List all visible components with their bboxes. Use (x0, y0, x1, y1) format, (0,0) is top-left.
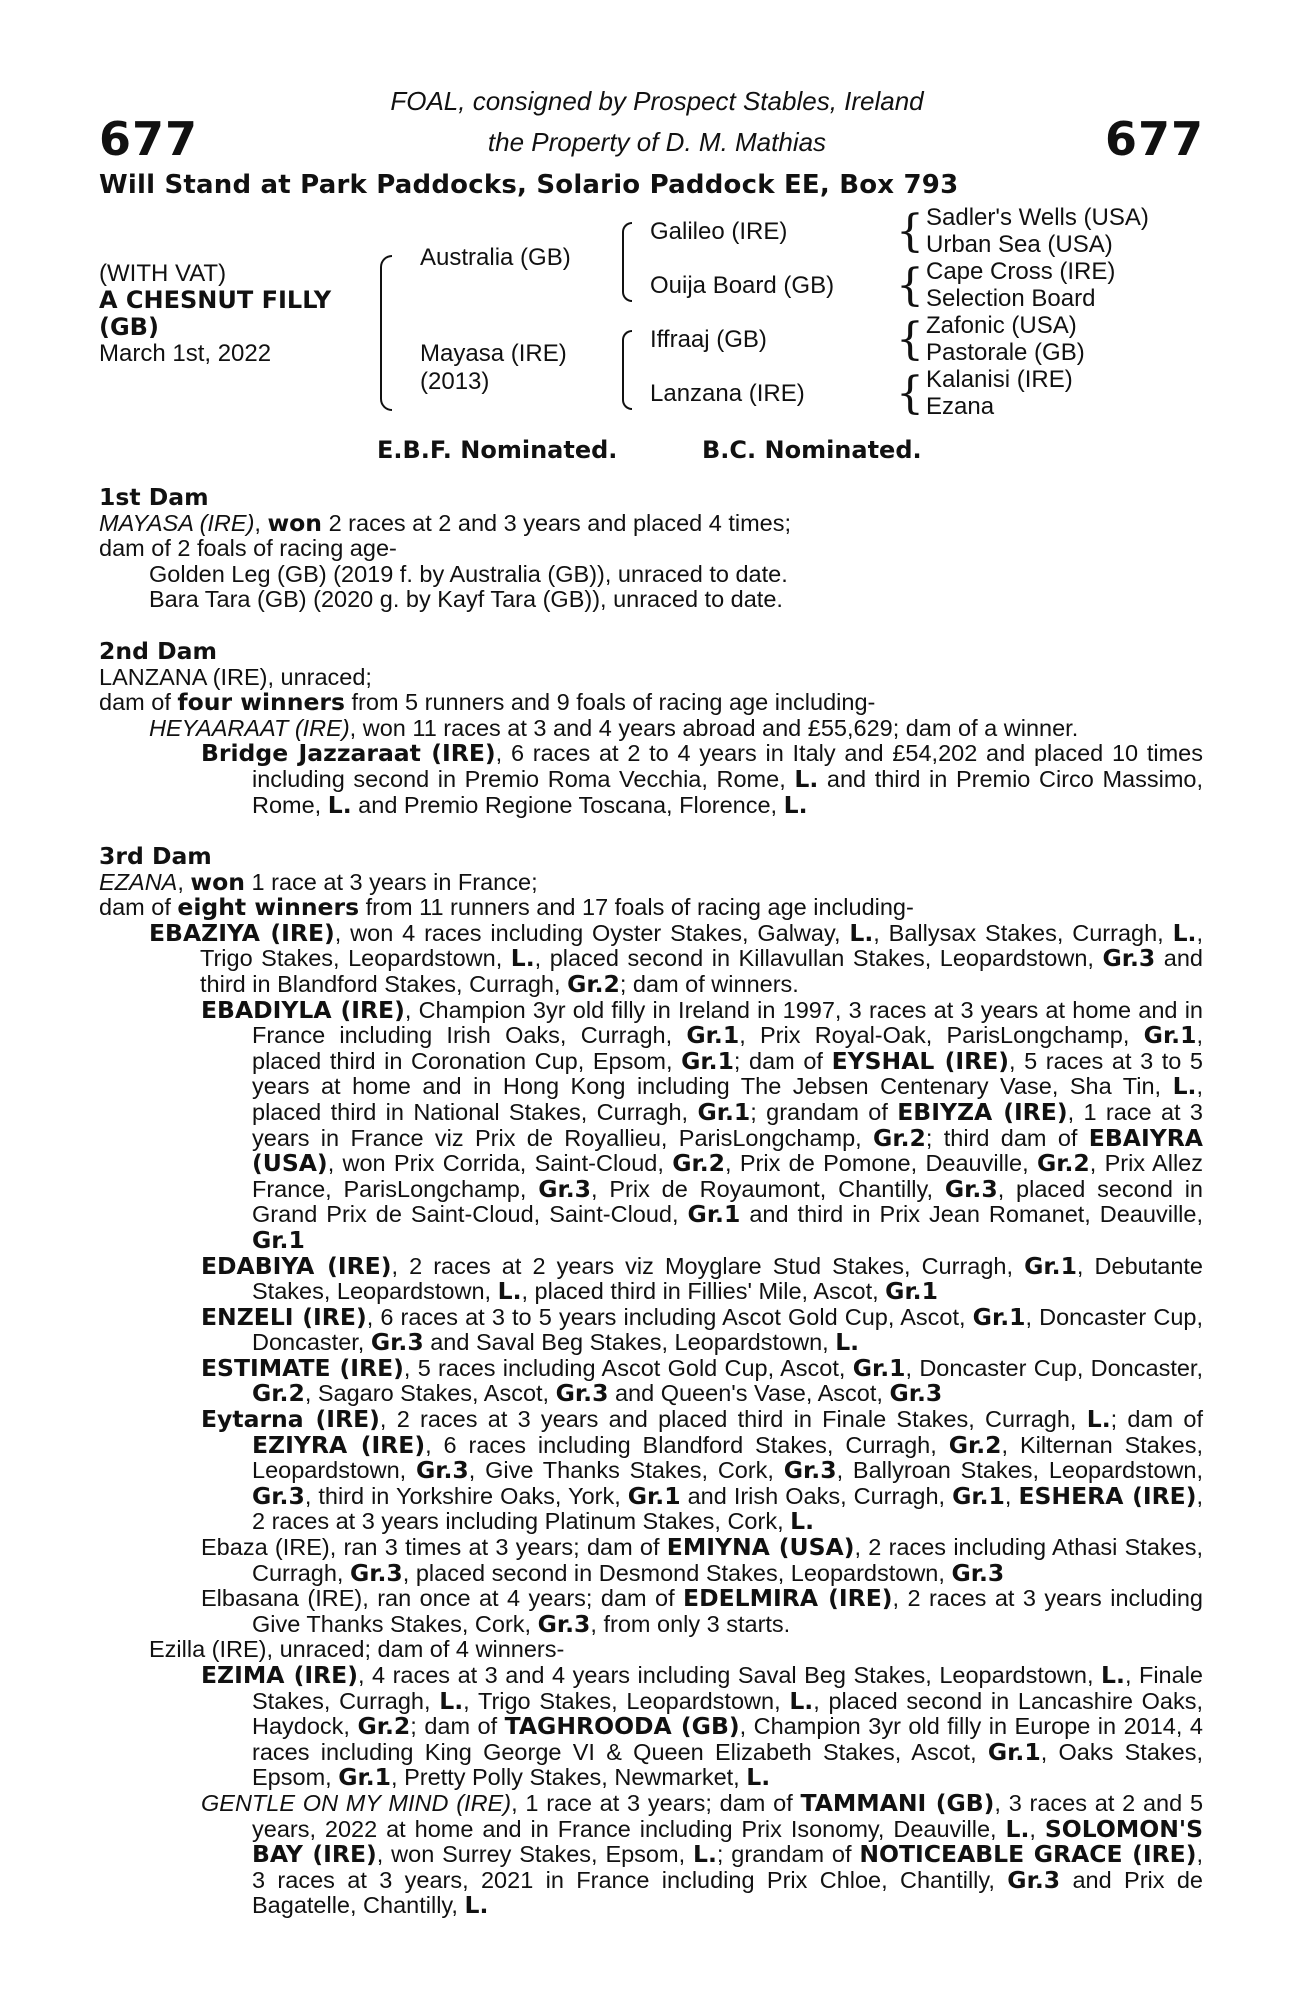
pedigree-brace-g2: { (896, 260, 924, 311)
stand-location: Will Stand at Park Paddocks, Solario Paddock EE, Box 793 (99, 170, 959, 200)
lot-number-right: 677 (1104, 112, 1204, 166)
dam-dam: Lanzana (IRE) (650, 380, 805, 407)
heyaaraat-entry: HEYAARAAT (IRE), won 11 races at 3 and 4 years abroad and £55,629; dam of a winner. (149, 714, 1079, 741)
property-line: the Property of D. M. Mathias (487, 127, 827, 157)
consignment-line: FOAL, consigned by Prospect Stables, Ireland (390, 86, 924, 116)
g3-4: Selection Board (926, 285, 1096, 312)
second-dam-heading: 2nd Dam (99, 637, 217, 665)
g3-3: Cape Cross (IRE) (926, 258, 1116, 285)
pedigree-brace-g1: { (896, 206, 924, 257)
g3-1: Sadler's Wells (USA) (926, 204, 1149, 231)
g3-5: Zafonic (USA) (926, 312, 1077, 339)
third-dam-section (99, 844, 1203, 1919)
sire: Australia (GB) (420, 244, 571, 271)
pedigree-brace-main (380, 255, 392, 411)
third-dam-line: EZANA, won 1 race at 3 years in France; (99, 867, 538, 896)
dam-year: (2013) (420, 368, 490, 395)
ebadiyla-entry: EBADIYLA (IRE), Champion 3yr old filly in Ireland in 1997, 3 races at 3 years at home and in France including Irish Oaks, Curragh, Gr.1, Prix Royal-Oak, ParisLongchamp, Gr.1, placed third in Coronation Cup, Epsom, Gr.1; dam of EYSHAL (IRE), 5 races at 3 to 5 years at home and in Hong Kong including The Jebsen Centenary Vase, Sha Tin, L., placed third in National Stakes, Curragh, Gr.1; grandam of EBIYZA (IRE), 1 race at 3 years in France viz Prix de Royallieu, ParisLongchamp, Gr.2; third dam of EBAIYRA (USA), won Prix Corrida, Saint-Cloud, Gr.2, Prix de Pomone, Deauville, Gr.2, Prix Allez France, ParisLongchamp, Gr.3, Prix de Royaumont, Chantilly, Gr.3, placed second in Grand Prix de Saint-Cloud, Saint-Cloud, Gr.1 and third in Prix Jean Romanet, Deauville, Gr.1 (201, 995, 1204, 1254)
first-dam-name: MAYASA (IRE) (99, 509, 255, 536)
ezilla-entry: Ezilla (IRE), unraced; dam of 4 winners- (149, 1636, 565, 1663)
second-dam-produce: dam of four winners from 5 runners and 9 foals of racing age including- (99, 688, 876, 717)
second-dam-section (99, 639, 1203, 818)
lot-number-left: 677 (99, 112, 199, 166)
foaling-date: March 1st, 2022 (99, 340, 272, 367)
edabiya-entry: EDABIYA (IRE), 2 races at 2 years viz Moyglare Stud Stakes, Curragh, Gr.1, Debutante Stakes, Leopardstown, L., placed third in Fillies' Mile, Ascot, Gr.1 (201, 1251, 1203, 1306)
ebaziya-entry: EBAZIYA (IRE), won 4 races including Oyster Stakes, Galway, L., Ballysax Stakes, Curragh, L., Trigo Stakes, Leopardstown, L., placed second in Killavullan Stakes, Leopardstown, Gr.3 and third in Blandford Stakes, Curragh, Gr.2; dam of winners. (149, 918, 1203, 998)
bridge-jazzaraat-entry: Bridge Jazzaraat (IRE), 6 races at 2 to 4 years in Italy and £54,202 and placed 10 times including second in Premio Roma Vecchia, Rome, L. and third in Premio Circo Massimo, Rome, L. and Premio Regione Toscana, Florence, L. (201, 739, 1203, 819)
pedigree-brace-g4: { (896, 368, 924, 419)
horse-name: A CHESNUT FILLY (99, 286, 332, 314)
gentle-on-my-mind-entry: GENTLE ON MY MIND (IRE), 1 race at 3 years; dam of TAMMANI (GB), 3 races at 2 and 5 years, 2022 at home and in France including Prix Isonomy, Deauville, L., SOLOMON'S BAY (IRE), won Surrey Stakes, Epsom, L.; grandam of NOTICEABLE GRACE (IRE), 3 races at 3 years, 2021 in France including Prix Chloe, Chantilly, Gr.3 and Prix de Bagatelle, Chantilly, L. (201, 1788, 1204, 1920)
first-dam-produce: dam of 2 foals of racing age- (99, 535, 397, 562)
dam: Mayasa (IRE) (420, 340, 567, 367)
ebaza-entry: Ebaza (IRE), ran 3 times at 3 years; dam of EMIYNA (USA), 2 races including Athasi Stakes, Curragh, Gr.3, placed second in Desmond Stakes, Leopardstown, Gr.3 (201, 1533, 1203, 1587)
g3-7: Kalanisi (IRE) (926, 366, 1073, 393)
dam-sire: Iffraaj (GB) (650, 326, 767, 353)
first-dam-heading: 1st Dam (99, 483, 209, 511)
horse-origin: (GB) (99, 313, 159, 341)
sire-sire: Galileo (IRE) (650, 218, 788, 245)
bc-nomination: B.C. Nominated. (702, 436, 922, 464)
vat-note: (WITH VAT) (99, 260, 227, 287)
sire-dam: Ouija Board (GB) (650, 272, 835, 299)
ebf-nomination: E.B.F. Nominated. (377, 436, 618, 464)
estimate-entry: ESTIMATE (IRE), 5 races including Ascot Gold Cup, Ascot, Gr.1, Doncaster Cup, Doncaster, Gr.2, Sagaro Stakes, Ascot, Gr.3 and Queen's Vase, Ascot, Gr.3 (201, 1353, 1203, 1408)
eytarna-entry: Eytarna (IRE), 2 races at 3 years and placed third in Finale Stakes, Curragh, L.; dam of EZIYRA (IRE), 6 races including Blandford Stakes, Curragh, Gr.2, Kilternan Stakes, Leopardstown, Gr.3, Give Thanks Stakes, Cork, Gr.3, Ballyroan Stakes, Leopardstown, Gr.3, third in Yorkshire Oaks, York, Gr.1 and Irish Oaks, Curragh, Gr.1, ESHERA (IRE), 2 races at 3 years including Platinum Stakes, Cork, L. (201, 1405, 1203, 1536)
produce-1: Golden Leg (GB) (2019 f. by Australia (GB)), unraced to date. (149, 560, 788, 587)
third-dam-produce: dam of eight winners from 11 runners and 17 foals of racing age including- (99, 893, 914, 922)
elbasana-entry: Elbasana (IRE), ran once at 4 years; dam of EDELMIRA (IRE), 2 races at 3 years including Give Thanks Stakes, Cork, Gr.3, from only 3 starts. (201, 1584, 1203, 1638)
pedigree-brace-sire (622, 222, 632, 302)
first-dam-section (99, 485, 1203, 613)
g3-8: Ezana (926, 393, 995, 420)
g3-2: Urban Sea (USA) (926, 231, 1113, 258)
pedigree-brace-g3: { (896, 314, 924, 365)
enzeli-entry: ENZELI (IRE), 6 races at 3 to 5 years including Ascot Gold Cup, Ascot, Gr.1, Doncaster Cup, Doncaster, Gr.3 and Saval Beg Stakes, Leopardstown, L. (201, 1302, 1204, 1357)
first-dam-line: MAYASA (IRE), won 2 races at 2 and 3 years and placed 4 times; (99, 508, 792, 537)
g3-6: Pastorale (GB) (926, 339, 1085, 366)
ezima-entry: EZIMA (IRE), 4 races at 3 and 4 years including Saval Beg Stakes, Leopardstown, L., Finale Stakes, Curragh, L., Trigo Stakes, Leopardstown, L., placed second in Lancashire Oaks, Haydock, Gr.2; dam of TAGHROODA (GB), Champion 3yr old filly in Europe in 2014, 4 races including King George VI & Queen Elizabeth Stakes, Ascot, Gr.1, Oaks Stakes, Epsom, Gr.1, Pretty Polly Stakes, Newmarket, L. (201, 1661, 1204, 1792)
pedigree-brace-dam (622, 330, 632, 410)
second-dam-line: LANZANA (IRE), unraced; (99, 663, 372, 690)
produce-2: Bara Tara (GB) (2020 g. by Kayf Tara (GB)), unraced to date. (149, 586, 783, 613)
third-dam-heading: 3rd Dam (99, 842, 212, 870)
